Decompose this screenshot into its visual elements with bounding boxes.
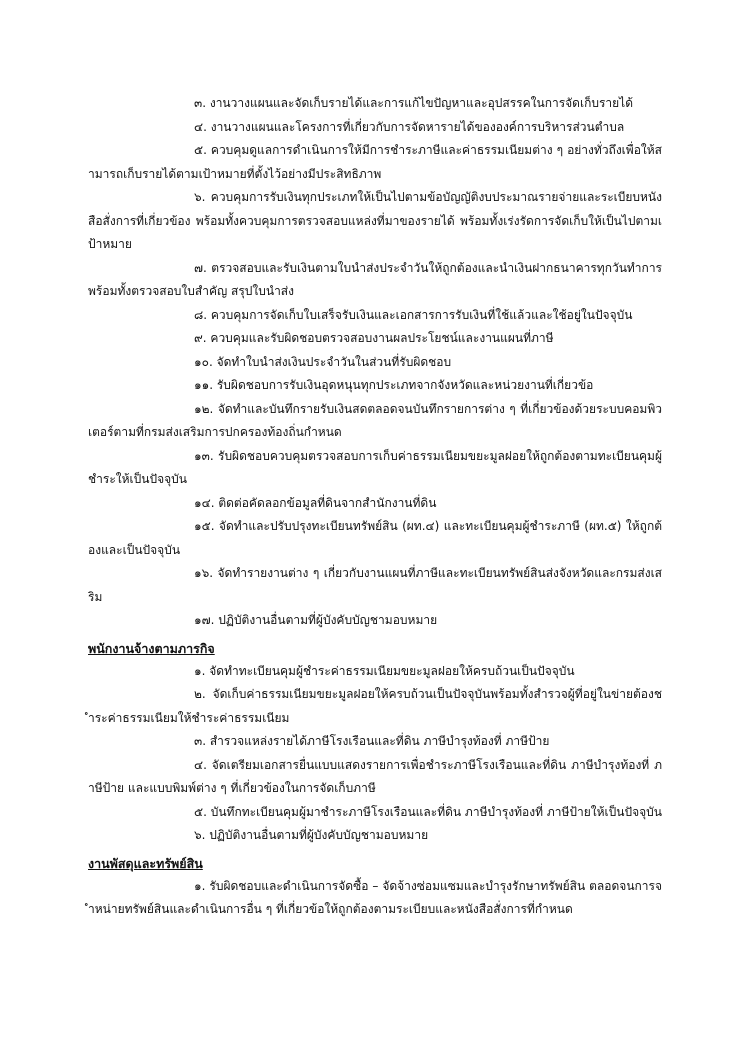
finance-item-8: ๘. ควบคุมการจัดเก็บใบเสร็จรับเงินและเอกสารการรับเงินที่ใช้แล้วและใช้อยู่ในปัจจุบัน [194,307,633,322]
contract-staff-item-3: ๓. สำรวจแหล่งรายได้ภาษีโรงเรือนและที่ดิน ภาษีบำรุงท้องที่ ภาษีป้าย [194,734,550,748]
finance-item-17: ๑๗. ปฏิบัติงานอื่นตามที่ผู้บังคับบัญชามอบหมาย [194,613,438,627]
contract-staff-item-1: ๑. จัดทำทะเบียนคุมผู้ชำระค่าธรรมเนียมขยะมูลฝอยให้ครบถ้วนเป็นปัจจุบัน [194,663,575,678]
finance-item-4: ๔. งานวางแผนและโครงการที่เกี่ยวกับการจัดหารายได้ขององค์การบริหารส่วนตำบล [194,119,625,134]
finance-item-12: ๑๒. จัดทำและบันทึกรายรับเงินสดตลอดจนบันทึกรายการต่าง ๆ ที่เกี่ยวข้องด้วยระบบคอมพิวเตอร์ตามที่กรมส่งเสริมการปกครองท้องถิ่นกำหนด [88,401,662,439]
section-heading-supplies: งานพัสดุและทรัพย์สิน [88,855,203,871]
contract-staff-item-4: ๔. จัดเตรียมเอกสารยื่นแบบแสดงรายการเพื่อชำระภาษีโรงเรือนและที่ดิน ภาษีบำรุงท้องที่ ภาษีป้าย และแบบพิมพ์ต่าง ๆ ที่เกี่ยวข้องในการจัดเก็บภาษี [88,757,662,795]
finance-item-3: ๓. งานวางแผนและจัดเก็บรายได้และการแก้ไขปัญหาและอุปสรรคในการจัดเก็บรายได้ [194,96,633,110]
finance-item-13: ๑๓. รับผิดชอบควบคุมตรวจสอบการเก็บค่าธรรมเนียมขยะมูลฝอยให้ถูกต้องตามทะเบียนคุมผู้ชำระให้เป็นปัจจุบัน [88,448,662,486]
section-heading-contract-staff: พนักงานจ้างตามภารกิจ [88,640,215,656]
finance-item-7: ๗. ตรวจสอบและรับเงินตามใบนำส่งประจำวันให้ถูกต้องและนำเงินฝากธนาคารทุกวันทำการ พร้อมทั้งตรวจสอบใบสำคัญ สรุปใบนำส่ง [88,260,662,298]
finance-item-5: ๕. ควบคุมดูแลการดำเนินการให้มีการชำระภาษีและค่าธรรมเนียมต่าง ๆ อย่างทั่วถึงเพื่อให้สามารถเก็บรายได้ตามเป้าหมายที่ตั้งไว้อย่างมีประสิทธิภาพ [88,143,662,181]
finance-item-15: ๑๕. จัดทำและปรับปรุงทะเบียนทรัพย์สิน (ผท.๔) และทะเบียนคุมผู้ชำระภาษี (ผท.๕) ให้ถูกต้องและเป็นปัจจุบัน [88,519,662,557]
finance-item-9: ๙. ควบคุมและรับผิดชอบตรวจสอบงานผลประโยชน์และงานแผนที่ภาษี [194,331,554,345]
document-body [88,92,662,922]
finance-item-14: ๑๔. ติดต่อคัดลอกข้อมูลที่ดินจากสำนักงานที่ดิน [194,495,437,510]
finance-item-11: ๑๑. รับผิดชอบการรับเงินอุดหนุนทุกประเภทจากจังหวัดและหน่วยงานที่เกี่ยวข้อ [194,378,594,392]
finance-item-10: ๑๐. จัดทำใบนำส่งเงินประจำวันในส่วนที่รับผิดชอบ [194,354,452,369]
contract-staff-item-6: ๖. ปฏิบัติงานอื่นตามที่ผู้บังคับบัญชามอบหมาย [194,828,429,842]
contract-staff-item-5: ๕. บันทึกทะเบียนคุมผู้มาชำระภาษีโรงเรือนและที่ดิน ภาษีบำรุงท้องที่ ภาษีป้ายให้เป็นปัจจุบัน [194,804,662,819]
finance-item-6: ๖. ควบคุมการรับเงินทุกประเภทให้เป็นไปตามข้อบัญญัติงบประมาณรายจ่ายและระเบียบหนังสือสั่งการที่เกี่ยวข้อง พร้อมทั้งควบคุมการตรวจสอบแหล่งที่มาของรายได้ พร้อมทั้งเร่งรัดการจัดเก็บให้เป็นไปตามเป้าหมาย [88,190,662,251]
supplies-item-1: ๑. รับผิดชอบและดำเนินการจัดซื้อ – จัดจ้างซ่อมแซมและบำรุงรักษาทรัพย์สิน ตลอดจนการจำหน่ายทรัพย์สินและดำเนินการอื่น ๆ ที่เกี่ยวข้อให้ถูกต้องตามระเบียบและหนังสือสั่งการที่กำหนด [88,878,662,916]
contract-staff-item-2: ๒. จัดเก็บค่าธรรมเนียมขยะมูลฝอยให้ครบถ้วนเป็นปัจจุบันพร้อมทั้งสำรวจผู้ที่อยู่ในข่ายต้องชำระค่าธรรมเนียมให้ชำระค่าธรรมเนียม [88,687,662,725]
finance-item-16: ๑๖. จัดทำรายงานต่าง ๆ เกี่ยวกับงานแผนที่ภาษีและทะเบียนทรัพย์สินส่งจังหวัดและกรมส่งเสริม [88,566,662,604]
